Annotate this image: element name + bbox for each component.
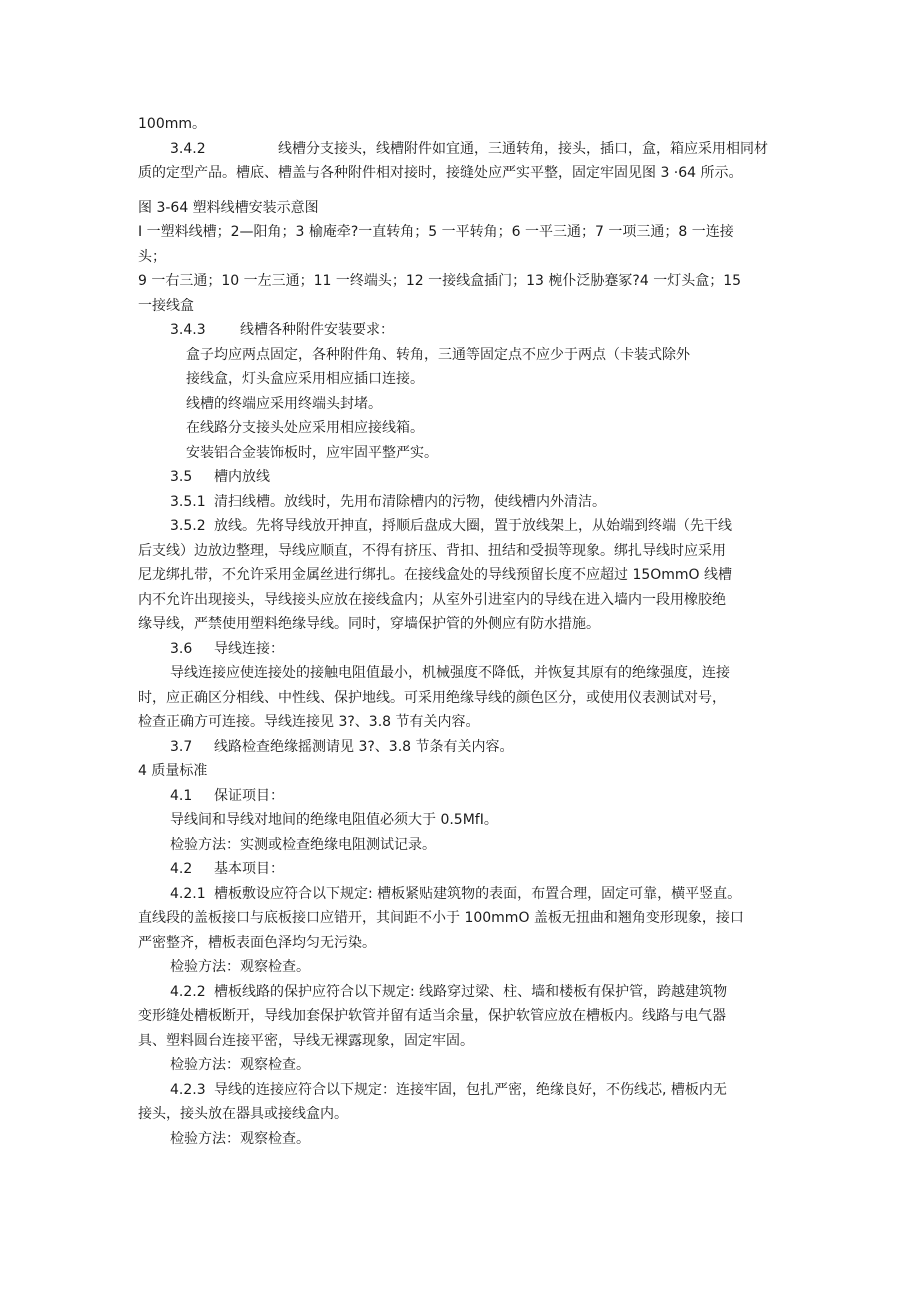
text-line: 直线段的盖板接口与底板接口应错开，其间距不小于 100mmO 盖板无扭曲和翘角变形现象，接口 — [138, 910, 744, 926]
clause-number: 3.4.2 — [170, 140, 206, 157]
text-line: 接头，接头放在器具或接线盒内。 — [138, 1106, 348, 1122]
clause-number: 4.2.1 — [170, 885, 206, 902]
clause-number: 4.2.2 — [170, 983, 206, 1000]
section-number: 4.2 — [170, 861, 193, 877]
figure-legend-line: 头； — [138, 248, 166, 265]
list-item: 盒子均应两点固定，各种附件角、转角，三通等固定点不应少于两点（卡装式除外 — [186, 346, 690, 363]
list-item: 接线盒，灯头盒应采用相应插口连接。 — [186, 371, 424, 387]
text-line: 质的定型产品。槽底、槽盖与各种附件相对接时，接缝处应严实平整，固定牢固见图 3 ·64 所示。 — [138, 165, 743, 181]
section-title: 导线连接： — [214, 640, 284, 657]
clause-text: 槽板敷设应符合以下规定: 槽板紧贴建筑物的表面，布置合理，固定可靠，横平竖直。 — [214, 885, 742, 902]
text-line: 缘导线，严禁使用塑料绝缘导线。同时，穿墙保护管的外侧应有防水措施。 — [138, 616, 600, 632]
text-line: 导线间和导线对地间的绝缘电阻值必须大于 0.5MfI。 — [170, 812, 498, 828]
clause-3-4-3 — [138, 318, 788, 343]
text-line: 内不允许出现接头，导线接头应放在接线盒内；从室外引进室内的导线在进入墙内一段用橡胶绝 — [138, 591, 726, 608]
section-4-1 — [138, 784, 788, 809]
clause-number: 4.2.3 — [170, 1081, 206, 1098]
clause-3-5-2 — [138, 514, 788, 539]
section-number: 3.6 — [170, 640, 193, 657]
section-number: 3.7 — [170, 738, 193, 755]
text-line: 检验方法：观察检查。 — [170, 1057, 310, 1073]
clause-text: 槽板线路的保护应符合以下规定: 线路穿过梁、柱、墙和楼板有保护管，跨越建筑物 — [214, 983, 728, 1000]
chapter-heading: 4 质量标准 — [138, 763, 208, 779]
section-title: 保证项目： — [214, 787, 284, 804]
text-line: 检验方法：观察检查。 — [170, 959, 310, 975]
figure-caption: 图 3-64 塑料线槽安装示意图 — [138, 199, 319, 216]
clause-3-4-2 — [138, 137, 788, 162]
text-line: 检查正确方可连接。导线连接见 3?、3.8 节有关内容。 — [138, 714, 480, 730]
text-line: 100mm。 — [138, 116, 206, 132]
section-3-6 — [138, 637, 788, 662]
clause-number: 3.4.3 — [170, 322, 206, 338]
list-item: 线槽的终端应采用终端头封堵。 — [186, 395, 382, 412]
clause-number: 3.5.1 — [170, 493, 206, 510]
section-number: 3.5 — [170, 469, 193, 485]
section-title: 线路检查绝缘摇测请见 3?、3.8 节条有关内容。 — [214, 738, 514, 755]
list-item: 在线路分支接头处应采用相应接线箱。 — [186, 420, 424, 436]
document-page — [138, 112, 788, 1151]
figure-legend-line: 9 一右三通；10 一左三通；11 一终端头；12 一接线盒插门；13 椀仆泛胁蹇冢?4 一灯头盒；15 — [138, 273, 742, 289]
clause-text: 导线的连接应符合以下规定：连接牢固，包扎严密，绝缘良好，不伤线芯, 槽板内无 — [214, 1081, 727, 1098]
text-line: 严密整齐，槽板表面色泽均匀无污染。 — [138, 934, 376, 951]
text-line: 检验方法：实测或检查绝缘电阻测试记录。 — [170, 836, 436, 853]
text-line: 后支线）边放边整理，导线应顺直，不得有挤压、背扣、扭结和受损等现象。绑扎导线时应采用 — [138, 542, 726, 559]
clause-text: 放线。先将导线放开抻直，捋顺后盘成大圈，置于放线架上，从始端到终端（先干线 — [214, 518, 732, 534]
figure-legend-line: 一接线盒 — [138, 297, 194, 314]
text-line: 检验方法：观察检查。 — [170, 1130, 310, 1147]
clause-text: 线槽各种附件安装要求： — [240, 322, 394, 338]
section-title: 基本项目： — [214, 861, 284, 877]
list-item: 安装铝合金装饰板时，应牢固平整严实。 — [186, 444, 438, 461]
clause-number: 3.5.2 — [170, 518, 206, 534]
section-title: 槽内放线 — [214, 469, 270, 485]
text-line: 时，应正确区分相线、中性线、保护地线。可采用绝缘导线的颜色区分，或使用仪表测试对号， — [138, 689, 726, 706]
clause-4-2-2 — [138, 980, 788, 1005]
text-line: 导线连接应使连接处的接触电阻值最小，机械强度不降低，并恢复其原有的绝缘强度，连接 — [170, 665, 730, 681]
figure-legend-line: I 一塑料线槽；2—阳角；3 榆庵牵?一直转角；5 一平转角；6 一平三通；7 一项三通；8 一连接 — [138, 224, 734, 240]
clause-4-2-1 — [138, 882, 788, 907]
section-3-7 — [138, 735, 788, 760]
clause-text: 线槽分支接头，线槽附件如宜通，三通转角，接头，插口，盒，箱应采用相同材 — [278, 140, 768, 157]
section-number: 4.1 — [170, 787, 193, 804]
text-line: 变形缝处槽板断开，导线加套保护软管并留有适当余量，保护软管应放在槽板内。线路与电气器 — [138, 1008, 726, 1024]
section-4-2 — [138, 857, 788, 882]
clause-4-2-3 — [138, 1078, 788, 1103]
section-3-5 — [138, 465, 788, 490]
clause-3-5-1 — [138, 490, 788, 515]
text-line: 具、塑料圆台连接平密，导线无裸露现象，固定牢固。 — [138, 1032, 474, 1049]
clause-text: 清扫线槽。放线时，先用布清除槽内的污物，使线槽内外清洁。 — [214, 493, 606, 510]
text-line: 尼龙绑扎带，不允许采用金属丝进行绑扎。在接线盒处的导线预留长度不应超过 15OmmO 线槽 — [138, 567, 733, 583]
